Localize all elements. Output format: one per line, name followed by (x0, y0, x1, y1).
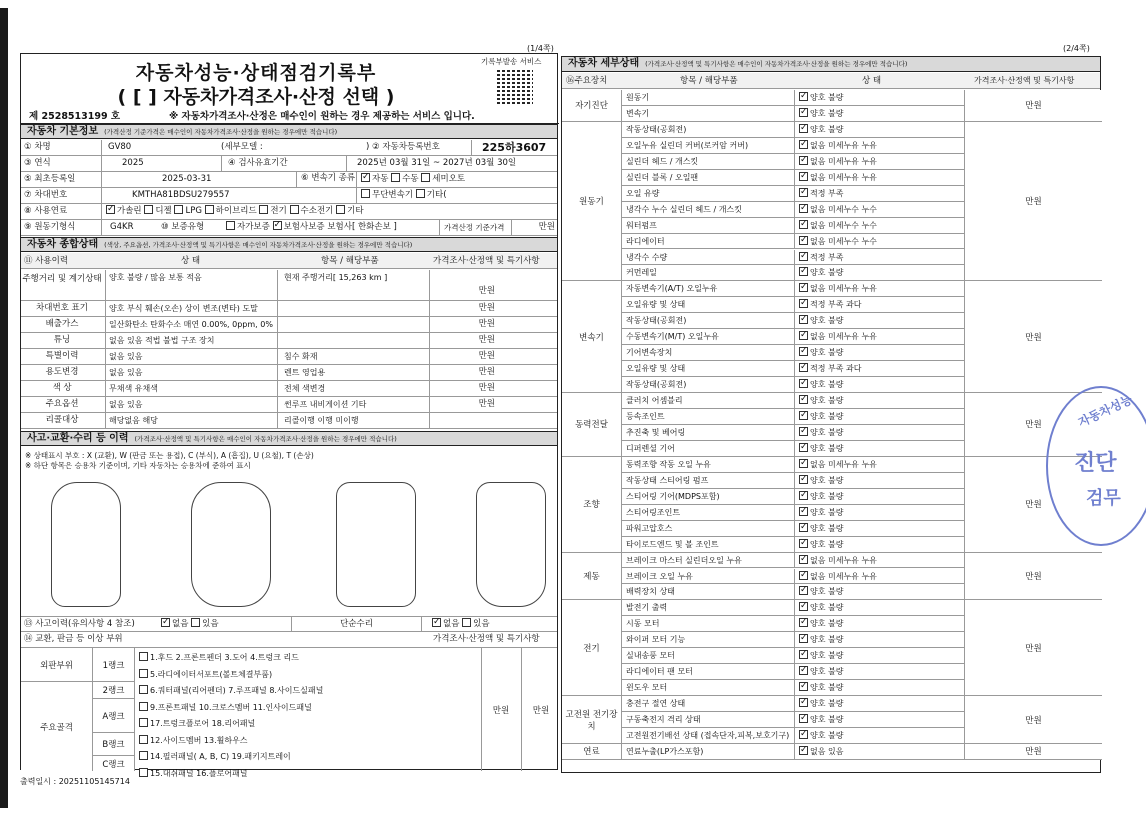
trans-cvt-checkbox[interactable] (361, 189, 370, 198)
fuel-label: ⑧ 사용연료 (24, 206, 68, 216)
detail-row: 변속기 ✓ 양호 불량 (622, 106, 1102, 122)
detail-price-cell: 만원 (964, 696, 1102, 744)
overall-row: 리콜대상 해당없음 해당 리콜이행 이행 미이행 (21, 413, 557, 429)
status-checkbox[interactable] (799, 555, 808, 564)
detail-row: 등속조인트 ✓ 양호 불량 (622, 409, 1102, 425)
car-side-left-diagram (51, 482, 121, 607)
status-checkbox[interactable] (799, 363, 808, 372)
accident-history-row: ⑬ 사고이력(유의사항 4 참조) ✓ 없음 있음 단순수리 ✓ 없음 있음 (21, 616, 557, 632)
detail-columns: ⑯주요장치 항목 / 해당부품 상 태 가격조사·산정액 및 특기사항 (562, 73, 1100, 89)
status-checkbox[interactable] (799, 188, 808, 197)
simple-repair-label: 단순수리 (291, 617, 421, 631)
detail-row: 발전기 출력 ✓ 양호 불량 (622, 600, 1102, 616)
detail-row: 워터펌프 ✓ 없음 미세누수 누수 (622, 218, 1102, 234)
detail-group-label: 제동 (562, 553, 622, 601)
detail-group-label: 전기 (562, 600, 622, 696)
status-checkbox[interactable] (799, 571, 808, 580)
status-checkbox[interactable] (799, 172, 808, 181)
car-side-right-diagram (476, 482, 546, 607)
accident-none-checkbox[interactable] (161, 618, 170, 627)
status-checkbox[interactable] (799, 267, 808, 276)
warranty-label: ⑩ 보증유형 (161, 222, 205, 232)
main-frame-label: 주요골격 (21, 682, 93, 771)
detail-row: 작동상태(공회전) ✓ 양호 불량 (622, 377, 1102, 393)
status-checkbox[interactable] (799, 507, 808, 516)
status-checkbox[interactable] (799, 602, 808, 611)
status-checkbox[interactable] (799, 523, 808, 532)
page1-number: (1/4쪽) (527, 44, 554, 53)
detail-group-label: 자기진단 (562, 90, 622, 122)
detail-price-cell: 만원 (964, 457, 1102, 553)
status-checkbox[interactable] (799, 539, 808, 548)
scan-edge (0, 8, 8, 808)
detail-row: 실린더 헤드 / 개스킷 ✓ 없음 미세누유 누유 (622, 154, 1102, 170)
vin: KMTHA81BDSU279557 (101, 188, 296, 203)
detail-price-cell: 만원 (964, 553, 1102, 601)
engine-type: G4KR (101, 220, 161, 235)
fuel-other-checkbox[interactable] (336, 205, 345, 214)
detail-row: 자동변속기(A/T) 오일누유 ✓ 없음 미세누유 누유 (622, 281, 1102, 297)
detail-row: 원동기 ✓ 양호 불량 (622, 90, 1102, 106)
detail-row: 수동변속기(M/T) 오일누유 ✓ 없음 미세누유 누유 (622, 329, 1102, 345)
page-subtitle: ( [ ] 자동차가격조사·산정 선택 ) (117, 86, 395, 108)
status-checkbox[interactable] (799, 283, 808, 292)
detail-group-label: 조향 (562, 457, 622, 553)
detail-row: 작동상태 스티어링 펌프 ✓ 양호 불량 (622, 473, 1102, 489)
status-checkbox[interactable] (799, 730, 808, 739)
status-checkbox[interactable] (799, 427, 808, 436)
repair-exists-checkbox[interactable] (462, 618, 471, 627)
overall-row: 배출가스 일산화탄소 탄화수소 매연 0.00%, 0ppm, 0% 만원 (21, 317, 557, 333)
fuel-hydrogen-checkbox[interactable] (290, 205, 299, 214)
detail-status-header: 자동차 세부상태 (가격조사·산정액 및 특기사항은 매수인이 자동차가격조사·산정을 원하는 경우에만 적습니다) (562, 57, 1100, 72)
detail-status-table (562, 90, 1102, 774)
status-checkbox[interactable] (799, 634, 808, 643)
status-checkbox[interactable] (799, 586, 808, 595)
detail-row: 라디에이터 ✓ 없음 미세누수 누수 (622, 234, 1102, 250)
detail-row: 커먼레일 ✓ 양호 불량 (622, 265, 1102, 281)
exchange-price-2: 만원 (532, 706, 550, 716)
status-checkbox[interactable] (799, 475, 808, 484)
status-checkbox[interactable] (799, 443, 808, 452)
detail-group-label: 변속기 (562, 281, 622, 393)
status-checkbox[interactable] (799, 220, 808, 229)
trans-auto-checkbox[interactable] (361, 173, 370, 182)
detail-row: 윈도우 모터 ✓ 양호 불량 (622, 680, 1102, 696)
detail-group-label: 동력전달 (562, 393, 622, 457)
status-checkbox[interactable] (799, 379, 808, 388)
first-registration-date: 2025-03-31 (101, 172, 296, 187)
page-title: 자동차성능·상태점검기록부 (135, 62, 377, 84)
car-name: GV80 (101, 140, 221, 155)
repair-none-checkbox[interactable] (432, 618, 441, 627)
inspection-stamp: 자동차성능 진단 검무 (1046, 386, 1146, 546)
exchange-parts: 1.후드 2.프론트펜더 3.도어 4.트렁크 리드 5.라디에이터서포트(볼트체결부품) 6.쿼터패널(리어펜더) 7.루프패널 8.사이드실패널 9.프론트패널 10.크로스멤버 11.인사이드패널 17.트렁크플로어 18.리어패널 12.사이드멤버 13.휠하우스 14.필러패널( A, B, C) 19.패키지트레이 15.대쉬패널 16.플로어패널 (139, 650, 323, 782)
overall-status-table (21, 270, 557, 430)
inspect-period-label: ④ 검사유효기간 (221, 156, 341, 171)
year-label: ③ 연식 (24, 158, 51, 168)
detail-row: 실린더 블록 / 오일팬 ✓ 없음 미세누유 누유 (622, 170, 1102, 186)
detail-row: 냉각수 수량 ✓ 적정 부족 (622, 250, 1102, 266)
status-checkbox[interactable] (799, 682, 808, 691)
overall-status-header: 자동차 종합상태 (색상, 주요옵션, 가격조사·산정액 및 특기사항은 매수인이 자동차가격조사·산정을 원하는 경우에만 적습니다) (21, 237, 557, 252)
detail-group-label: 고전원 전기장치 (562, 696, 622, 744)
status-checkbox[interactable] (799, 491, 808, 500)
status-checkbox[interactable] (799, 140, 808, 149)
status-checkbox[interactable] (799, 698, 808, 707)
inspect-period: 2025년 03월 31일 ~ 2027년 03월 30일 (346, 156, 559, 171)
overall-row: 색 상 무채색 유채색 전체 색변경 만원 (21, 381, 557, 397)
detail-price-cell: 만원 (964, 744, 1102, 760)
first-reg-label: ⑤ 최초등록일 (24, 174, 76, 184)
status-checkbox[interactable] (799, 714, 808, 723)
detail-row: 작동상태(공회전) ✓ 양호 불량 (622, 313, 1102, 329)
fuel-gasoline-checkbox[interactable] (106, 205, 115, 214)
detail-price-cell: 만원 (964, 393, 1102, 457)
service-note: ※ 자동차가격조사·산정은 매수인이 원하는 경우 제공하는 서비스 입니다. (169, 111, 475, 122)
overall-row: 주행거리 및 계기상태 양호 불량 / 많음 보통 적음 현재 주행거리[ 15,263 km ] 만원 (21, 270, 557, 301)
detail-row: 스티어링조인트 ✓ 양호 불량 (622, 505, 1102, 521)
detail-group-label: 원동기 (562, 122, 622, 282)
qr-code-icon (497, 68, 533, 104)
trans-semi-checkbox[interactable] (421, 173, 430, 182)
detail-row: 구동축전지 격리 상태 ✓ 양호 불량 (622, 712, 1102, 728)
status-checkbox[interactable] (799, 618, 808, 627)
car-frame-diagram (336, 482, 416, 607)
damage-legend: ※ 상태표시 부호 : X (교환), W (판금 또는 용접), C (부식), A (흠집), U (요철), T (손상) (25, 451, 314, 460)
fuel-hybrid-checkbox[interactable] (205, 205, 214, 214)
detail-row: 충전구 절연 상태 ✓ 양호 불량 (622, 696, 1102, 712)
fuel-ev-checkbox[interactable] (259, 205, 268, 214)
status-checkbox[interactable] (799, 252, 808, 261)
status-checkbox[interactable] (799, 204, 808, 213)
detail-row: 연료누출(LP가스포함) ✓ 없음 있음 (622, 744, 1102, 760)
detail-price-cell: 만원 (964, 90, 1102, 122)
detail-price-cell: 만원 (964, 281, 1102, 393)
overall-row: 주요옵션 없음 있음 썬루프 내비게이션 기타 만원 (21, 397, 557, 413)
issue-service-label: 기록부발송 서비스 (481, 57, 542, 66)
model-year: 2025 (101, 156, 211, 171)
detail-row: 추진축 및 베어링 ✓ 양호 불량 (622, 425, 1102, 441)
overall-columns: ⑪ 사용이력 상 태 항목 / 해당부품 가격조사·산정액 및 특기사항 (21, 253, 557, 269)
page2-number: (2/4쪽) (1063, 44, 1090, 53)
detail-price-cell: 만원 (964, 122, 1102, 282)
exchange-price-1: 만원 (492, 706, 510, 716)
price-basis-label: 가격산정 기준가격 (439, 220, 509, 235)
car-top-diagram (191, 482, 271, 607)
fuel-lpg-checkbox[interactable] (174, 205, 183, 214)
accident-exists-checkbox[interactable] (191, 618, 200, 627)
price-basis-value: 만원 (511, 220, 559, 235)
accident-header: 사고·교환·수리 등 이력 (가격조사·산정액 및 특기사항은 매수인이 자동차가격조사·산정을 원하는 경우에만 적습니다) (21, 431, 557, 446)
status-checkbox[interactable] (799, 331, 808, 340)
detail-row: 타이로드엔드 및 볼 조인트 ✓ 양호 불량 (622, 537, 1102, 553)
detail-row: 와이퍼 모터 기능 ✓ 양호 불량 (622, 632, 1102, 648)
car-diagrams (21, 474, 559, 616)
status-checkbox[interactable] (799, 299, 808, 308)
trans-manual-checkbox[interactable] (391, 173, 400, 182)
engine-label: ⑨ 원동기형식 (24, 222, 76, 232)
fuel-diesel-checkbox[interactable] (144, 205, 153, 214)
status-checkbox[interactable] (799, 459, 808, 468)
detail-row: 동력조향 작동 오일 누유 ✓ 없음 미세누유 누유 (622, 457, 1102, 473)
status-checkbox[interactable] (799, 746, 808, 755)
sub-model-label: (세부모델 : (221, 142, 263, 152)
detail-group-label: 연료 (562, 744, 622, 760)
detail-row: 스티어링 기어(MDPS포함) ✓ 양호 불량 (622, 489, 1102, 505)
print-date: 출력일시 : 20251105145714 (20, 777, 130, 786)
status-checkbox[interactable] (799, 92, 808, 101)
overall-row: 튜닝 없음 있음 적법 불법 구조 장치 만원 (21, 333, 557, 349)
status-checkbox[interactable] (799, 124, 808, 133)
warranty-self-checkbox[interactable] (226, 221, 235, 230)
vin-label: ⑦ 차대번호 (24, 190, 68, 200)
overall-row: 차대번호 표기 양호 부식 훼손(오손) 상이 변조(변타) 도말 만원 (21, 301, 557, 317)
transmission-label: ⑥ 변속기 종류 (296, 172, 356, 187)
page1-title-block (21, 54, 559, 124)
status-checkbox[interactable] (799, 650, 808, 659)
car-name-label: ① 차명 (24, 142, 51, 152)
detail-row: 파워고압호스 ✓ 양호 불량 (622, 521, 1102, 537)
reg-no-label: ② 자동차등록번호 (372, 142, 440, 152)
overall-row: 특별이력 없음 있음 침수 화재 만원 (21, 349, 557, 365)
document-number: 제 2528513199 호 (29, 111, 121, 122)
detail-row: 오일누유 실린더 커버(로커암 커버) ✓ 없음 미세누유 누유 (622, 138, 1102, 154)
status-checkbox[interactable] (799, 108, 808, 117)
detail-row: 시동 모터 ✓ 양호 불량 (622, 616, 1102, 632)
overall-row: 용도변경 없음 있음 렌트 영업용 만원 (21, 365, 557, 381)
status-checkbox[interactable] (799, 347, 808, 356)
detail-row: 브레이크 오일 누유 ✓ 없음 미세누유 누유 (622, 569, 1102, 585)
fuel-options: ✓ 가솔린 디젤 LPG 하이브리드 전기 수소전기 기타 (101, 204, 559, 219)
warranty-insurance-checkbox[interactable] (273, 221, 282, 230)
detail-row: 작동상태(공회전) ✓ 양호 불량 (622, 122, 1102, 138)
detail-row: 오일유량 및 상태 ✓ 적정 부족 과다 (622, 297, 1102, 313)
registration-number: 225하3607 (471, 140, 559, 155)
detail-row: 클러치 어셈블리 ✓ 양호 불량 (622, 393, 1102, 409)
detail-row: 오일 유량 ✓ 적정 부족 (622, 186, 1102, 202)
detail-row: 배력장치 상태 ✓ 양호 불량 (622, 584, 1102, 600)
detail-row: 고전원전기배선 상태 (접속단자,피복,보호기구) ✓ 양호 불량 (622, 728, 1102, 744)
status-checkbox[interactable] (799, 156, 808, 165)
status-checkbox[interactable] (799, 395, 808, 404)
detail-row: 기어변속장치 ✓ 양호 불량 (622, 345, 1102, 361)
damage-legend-note: ※ 하단 항목은 승용차 기준이며, 기타 자동차는 승용차에 준하여 표시 (25, 461, 251, 470)
status-checkbox[interactable] (799, 411, 808, 420)
outer-panel-label: 외판부위 (21, 648, 93, 682)
trans-other-checkbox[interactable] (416, 189, 425, 198)
detail-row: 오일유량 및 상태 ✓ 적정 부족 과다 (622, 361, 1102, 377)
detail-row: 디퍼렌셜 기어 ✓ 양호 불량 (622, 441, 1102, 457)
status-checkbox[interactable] (799, 315, 808, 324)
detail-row: 실내송풍 모터 ✓ 양호 불량 (622, 648, 1102, 664)
detail-row: 냉각수 누수 실린더 헤드 / 개스킷 ✓ 없음 미세누수 누수 (622, 202, 1102, 218)
detail-row: 브레이크 마스터 실린더오일 누유 ✓ 없음 미세누유 누유 (622, 553, 1102, 569)
basic-info-header: 자동차 기본정보 (가격산정 기준가격은 매수인이 자동차가격조사·산정을 원하는 경우에만 적습니다) (21, 124, 557, 139)
page2-sheet (561, 56, 1101, 773)
status-checkbox[interactable] (799, 236, 808, 245)
detail-row: 라디에이터 팬 모터 ✓ 양호 불량 (622, 664, 1102, 680)
exchange-header-row: ⑭ 교환, 판금 등 이상 부위 가격조사·산정액 및 특기사항 (21, 632, 557, 648)
page1-sheet: 자동차성능·상태점검기록부 ( [ ] 자동차가격조사·산정 선택 ) 제 2528513199 호 ※ 자동차가격조사·산정은 매수인이 원하는 경우 제공하는 서비스 입니다. 기록부발송 서비스 자동차 기본정보 (가격산정 기준가격은 매수인이 자동차가격조사·산정을 원하는 경우에만 적습니다) ① 차명 GV80 (세부모델 : ) ② 자동차등록번호 225하3607 ③ 연식 2025 ④ 검사유효기간 2025년 03월 31일 ~ 2027년 03월 30일 ⑤ 최초등록일 2025-03-31 ⑥ 변속기 종류 ✓ 자동 수동 세미오토 ⑦ 차대번호 KMTHA81BDSU279557 무단변속기 기타( ⑧ 사용연료 ✓ 가솔린 디젤 LPG 하이브리드 전기 수소전기 기타 ⑨ 원동기형식 G4KR ⑩ 보증유형 자가보증 ✓ 보험사보증 보험사[ 한화손보 ] 가격산정 기준가격 만원 자동차 종합상태 (색상, 주요옵션, 가격조사·산정액 및 특기사항은 매수인이 자동차가격조사·산정을 원하는 경우에만 적습니다) ⑪ 사용이력 상 태 항목 / 해당부품 가격조사·산정액 및 특기사항 주행거리 및 계기상태 양호 불량 / 많음 보통 적음 현재 주행거리[ 15,263 km ] 만원 차대번호 표기 양호 부식 훼손(오손) 상이 변조(변타) 도말 만원 배출가스 일산화탄소 탄화수소 매연 0.00%, 0ppm, 0% 만원 튜닝 없음 있음 적법 불법 구조 장치 만원 특별이력 없음 있음 침수 화재 만원 용도변경 없음 있음 렌트 영업용 만원 색 상 무채색 유채색 전체 색변경 만원 주요옵션 없음 있음 썬루프 내비게이션 기타 만원 리콜대상 해당없음 해당 리콜이행 이행 미이행 사고·교환·수리 등 이력 (가격조사·산정액 및 특기사항은 매수인이 자동차가격조사·산정을 원하는 경우에만 적습니다) ※ 상태표시 부호 : X (교환), W (판금 또는 용접), C (부식), A (흠집), U (요철), T (손상) ※ 하단 항목은 승용차 기준이며, 기타 자동차는 승용차에 준하여 표시 ⑬ 사고이력(유의사항 4 참조) ✓ 없음 있음 단순수리 ✓ 없음 있음 ⑭ 교환, 판금 등 이상 부위 가격조사·산정액 및 특기사항 외판부위 주요골격 1랭크 2랭크 A랭크 B랭크 C랭크 1.후드 2.프론트펜더 3.도어 4.트렁크 리드 5.라디에이터서포트(볼트체결부품) 6.쿼터패널(리어펜더) 7.루프패널 8.사이드실패널 9.프론트패널 10.크로스멤버 11.인사이드패널 17.트렁크플로어 18.리어패널 12.사이드멤버 13.휠하우스 14.필러패널( A, B, C) 19.패키지트레이 15.대쉬패널 16.플로어패널 만원 만원 (20, 53, 558, 770)
exchange-table: 외판부위 주요골격 1랭크 2랭크 A랭크 B랭크 C랭크 1.후드 2.프론트펜더 3.도어 4.트렁크 리드 5.라디에이터서포트(볼트체결부품) 6.쿼터패널(리어펜더) 7.루프패널 8.사이드실패널 9.프론트패널 10.크로스멤버 11.인사이드패널 17.트렁크플로어 18.리어패널 12.사이드멤버 13.휠하우스 14.필러패널( A, B, C) 19.패키지트레이 15.대쉬패널 16.플로어패널 만원 만원 (21, 648, 559, 771)
status-checkbox[interactable] (799, 666, 808, 675)
detail-price-cell: 만원 (964, 600, 1102, 696)
